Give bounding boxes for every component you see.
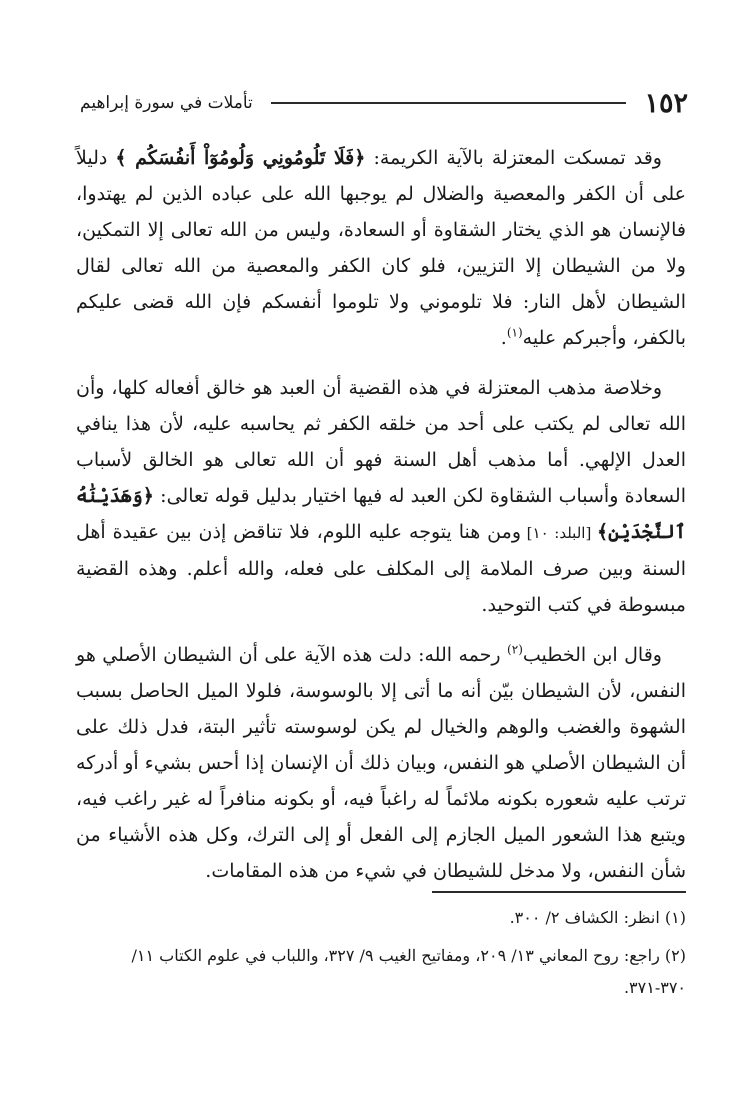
paragraph-gap <box>76 356 686 370</box>
paragraph-2-text-b: ومن هنا يتوجه عليه اللوم، فلا تناقض إذن بين عقيدة أهل السنة وبين صرف الملامة إلى المكلف على فعله، والله أعلم. وهذه القضية مبسوطة في كتب التوحيد. <box>76 521 686 616</box>
paragraph-3 <box>76 637 686 889</box>
verse-reference: [البلد: ١٠] <box>521 524 597 542</box>
book-title: تأملات في سورة إبراهيم <box>80 92 253 113</box>
footnote-marker-2: (٢) <box>507 642 523 657</box>
paragraph-1-text-b: دليلاً على أن الكفر والمعصية والضلال لم يوجبها الله على عباده الذين لم يهتدوا، فالإنسان هو الذي يختار الشقاوة أو السعادة، وليس من الله تعالى إلا التمكين، ولا من الشيطان إلا التزيين، فلو كان الكفر والمعصية من الله تعالى لقال الشيطان لأهل النار: فلا تلوموني ولا تلوموا أنفسكم فإن الله قضى عليكم بالكفر، وأجبركم عليه <box>76 147 686 349</box>
paragraph-2 <box>76 370 686 623</box>
footnote-2: (٢) راجع: روح المعاني ١٣/ ٢٠٩، ومفاتيح الغيب ٩/ ٣٢٧، واللباب في علوم الكتاب ١١/ ٣٧٠-٣٧١. <box>131 946 686 997</box>
paragraph-1-end: . <box>500 327 507 349</box>
quran-verse-1: ﴿فَلَا تَلُومُونِي وَلُومُوٓاْ أَنفُسَكُم ﴾ <box>115 147 366 169</box>
paragraph-3-text-a: وقال ابن الخطيب <box>522 644 662 666</box>
paragraph-3-text-b: رحمه الله: دلت هذه الآية على أن الشيطان الأصلي هو النفس، لأن الشيطان بيّن أنه ما أتى إلا بالوسوسة، فلولا الميل الحاصل بسبب الشهوة والغضب والوهم والخيال لم يكن لوسوسته تأثير البتة، فدل ذلك على أن الشيطان الأصلي هو النفس، وبيان ذلك أن الإنسان إذا أحس بشيء أو أدركه ترتب عليه شعوره بكونه ملائماً له راغباً فيه، أو بكونه منافراً له غير راغب فيه، ويتبع هذا الشعور الميل الجازم إلى الفعل أو إلى الترك، وكل هذه الأشياء من شأن النفس، ولا مدخل للشيطان في شيء من هذه المقامات. <box>76 644 686 882</box>
main-text <box>76 140 686 889</box>
footnote-rule <box>432 891 686 893</box>
header-rule <box>271 102 627 104</box>
paragraph-2-text-a: وخلاصة مذهب المعتزلة في هذه القضية أن العبد هو خالق أفعاله كلها، وأن الله تعالى لم يكتب على أحد من خلقه الكفر ثم يحاسبه عليه، لأن هذا ينافي العدل الإلهي. أما مذهب أهل السنة فهو أن الله تعالى هو الخالق لأسباب السعادة وأسباب الشقاوة لكن العبد له فيها اختيار بدليل قوله تعالى: <box>76 377 686 507</box>
paragraph-1 <box>76 140 686 356</box>
page-number: ١٥٢ <box>644 87 688 119</box>
footnote-1: (١) انظر: الكشاف ٢/ ٣٠٠. <box>509 908 686 927</box>
quran-verse-2: ﴿وَهَدَيْنَٰهُ ٱلنَّجْدَيْنِ﴾ <box>76 485 687 543</box>
running-head <box>80 86 688 120</box>
footnote-marker-1: (١) <box>506 325 523 340</box>
footnotes <box>76 902 686 1010</box>
paragraph-1-text-a: وقد تمسكت المعتزلة بالآية الكريمة: <box>365 147 662 169</box>
paragraph-gap <box>76 623 686 637</box>
